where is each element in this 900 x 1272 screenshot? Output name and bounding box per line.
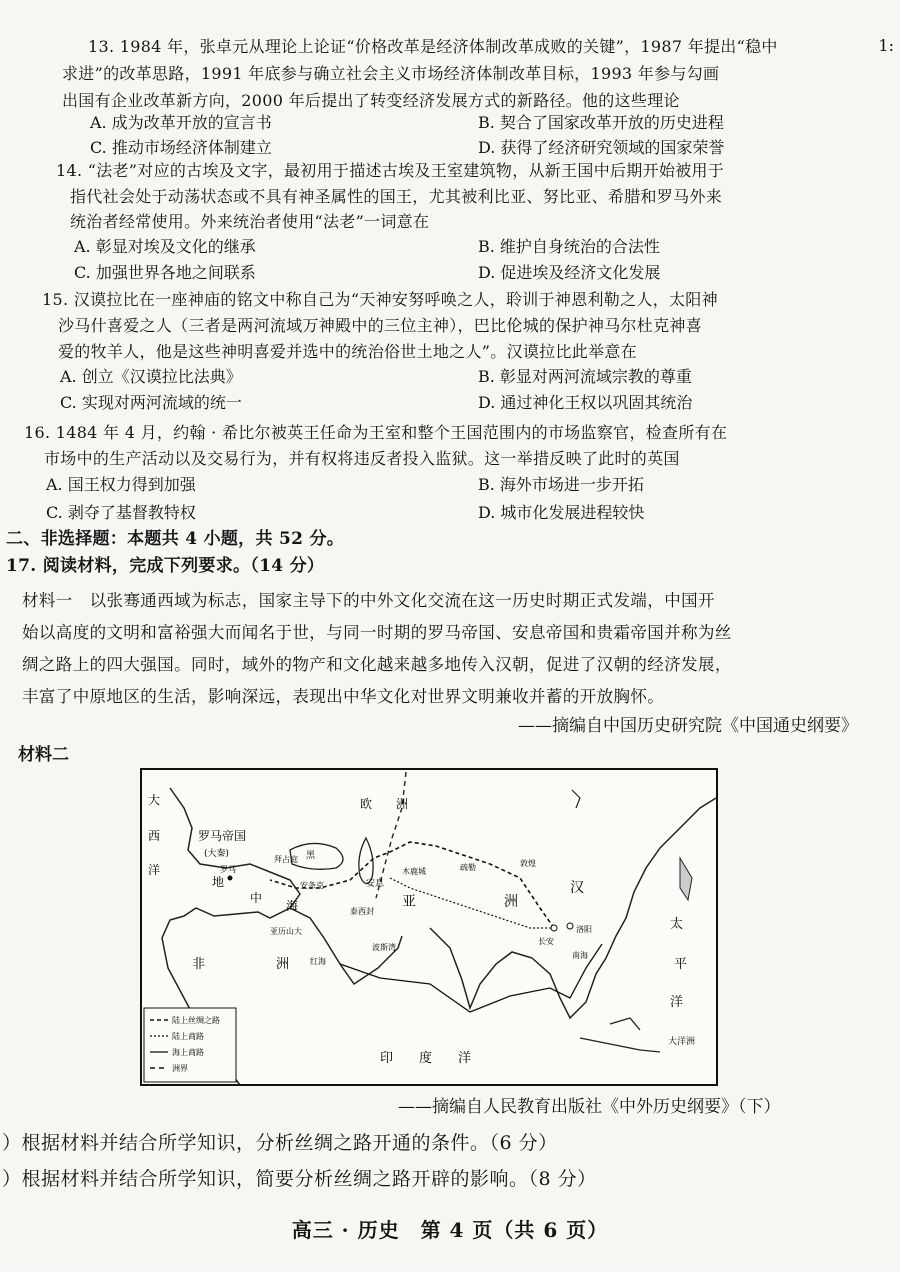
q15-line-1: 15. 汉谟拉比在一座神庙的铭文中称自己为“天神安努呼唤之人，聆训于神恩利勒之人，太阳神 (42, 290, 718, 309)
q17-sub-question-2: ）根据材料并结合所学知识，简要分析丝绸之路开辟的影响。（8 分） (2, 1168, 597, 1190)
section-heading: 二、非选择题：本题共 4 小题，共 52 分。 (6, 529, 345, 549)
label-alexandria: 亚历山大 (270, 927, 302, 936)
label-europe: 欧 洲 (360, 797, 409, 811)
city-rome (228, 876, 233, 881)
q14-line-1: 14. “法老”对应的古埃及文字，最初用于描述古埃及王室建筑物，从新王国中后期开始被用于 (56, 161, 725, 180)
label-rome-city: 罗马 (220, 865, 236, 874)
q15-line-2: 沙马什喜爱之人（三者是两河流域万神殿中的三位主神），巴比伦城的保护神马尔杜克神喜 (58, 316, 703, 335)
label-ctesiphon: 泰西封 (350, 907, 374, 916)
city-luoyang (567, 923, 573, 929)
q14-option-c[interactable]: C. 加强世界各地之间联系 (74, 263, 256, 282)
label-atlantic-3: 洋 (148, 863, 161, 877)
label-merv: 木鹿城 (402, 867, 426, 876)
q17-title: 17. 阅读材料，完成下列要求。（14 分） (6, 556, 325, 576)
label-daqin: (大秦) (204, 849, 230, 859)
label-antioch: 安条克 (300, 881, 324, 890)
label-mediterranean-3: 海 (286, 899, 299, 913)
label-changan: 长安 (538, 937, 554, 946)
label-atlantic-1: 大 (148, 793, 161, 807)
q17-sub-question-1: ）根据材料并结合所学知识，分析丝绸之路开通的条件。（6 分） (2, 1132, 558, 1154)
material1-source: ——摘编自中国历史研究院《中国通史纲要》 (518, 716, 858, 736)
label-south-sea: 南海 (572, 951, 588, 960)
label-oceania: 大洋洲 (668, 1037, 696, 1047)
material2-label: 材料二 (18, 745, 69, 765)
label-roman-empire: 罗马帝国 (198, 829, 247, 843)
q16-line-2: 市场中的生产活动以及交易行为，并有权将违反者投入监狱。这一举措反映了此时的英国 (44, 449, 680, 468)
label-pacific-1: 太 (670, 917, 684, 932)
label-pacific-2: 平 (674, 957, 688, 972)
q14-line-3: 统治者经常使用。外来统治者使用“法老”一词意在 (70, 212, 430, 231)
legend-sea-trade-route: 海上商路 (172, 1048, 204, 1057)
label-pacific-3: 洋 (670, 995, 684, 1010)
label-indian-ocean: 印 度 洋 (380, 1051, 472, 1066)
q16-option-a[interactable]: A. 国王权力得到加强 (46, 475, 196, 494)
label-asia-1: 亚 (402, 894, 416, 910)
material1-line-2: 始以高度的文明和富裕强大而闻名于世，与同一时期的罗马帝国、安息帝国和贵霜帝国并称为丝 (22, 623, 732, 642)
q13-option-a[interactable]: A. 成为改革开放的宣言书 (90, 113, 272, 132)
label-black-sea: 黑 (306, 851, 316, 861)
q13-line-3: 出国有企业改革新方向，2000 年后提出了转变经济发展方式的新路径。他的这些理论 (62, 91, 680, 110)
material1-line-4: 丰富了中原地区的生活，影响深远，表现出中华文化对世界文明兼收并蓄的开放胸怀。 (22, 687, 665, 706)
material2-source: ——摘编自人民教育出版社《中外历史纲要》（下） (398, 1097, 781, 1117)
q13-option-d[interactable]: D. 获得了经济研究领域的国家荣誉 (478, 138, 725, 157)
legend-continent-border: 洲界 (172, 1064, 188, 1073)
label-asia-2: 洲 (504, 894, 518, 910)
material1-line-3: 绸之路上的四大强国。同时，域外的物产和文化越来越多地传入汉朝，促进了汉朝的经济发展， (22, 655, 732, 674)
label-luoyang: 洛阳 (576, 925, 592, 934)
q13-line-1: 13. 1984 年，张卓元从理论上论证“价格改革是经济体制改革成败的关键”，1987 年提出“稳中 (88, 37, 778, 56)
q15-option-a[interactable]: A. 创立《汉谟拉比法典》 (60, 367, 242, 386)
q14-line-2: 指代社会处于动荡状态或不具有神圣属性的国王，尤其被利比亚、努比亚、希腊和罗马外来 (70, 187, 723, 206)
q14-option-b[interactable]: B. 维护自身统治的合法性 (478, 237, 660, 256)
q15-option-b[interactable]: B. 彰显对两河流域宗教的尊重 (478, 367, 692, 386)
legend-land-trade-route: 陆上商路 (172, 1032, 204, 1041)
label-kashgar: 疏勒 (460, 863, 476, 872)
label-dunhuang: 敦煌 (520, 859, 536, 868)
silk-road-map (140, 768, 718, 1086)
label-atlantic-2: 西 (148, 829, 161, 843)
q15-line-3: 爱的牧羊人，他是这些神明喜爱并选中的统治俗世土地之人”。汉谟拉比此举意在 (58, 342, 637, 361)
label-red-sea: 红海 (310, 957, 326, 966)
q16-option-d[interactable]: D. 城市化发展进程较快 (478, 503, 645, 522)
q13-line-2: 求进”的改革思路，1991 年底参与确立社会主义市场经济体制改革目标，1993 年参与勾画 (62, 64, 720, 83)
map-legend (144, 1008, 236, 1082)
q15-option-d[interactable]: D. 通过神化王权以巩固其统治 (478, 393, 693, 412)
city-changan (551, 925, 557, 931)
q14-option-d[interactable]: D. 促进埃及经济文化发展 (478, 263, 661, 282)
label-parthia: 安息 (366, 879, 385, 889)
q16-line-1: 16. 1484 年 4 月，约翰 · 希比尔被英王任命为王室和整个王国范围内的市场监察官，检查所有在 (24, 423, 728, 442)
label-byzantium: 拜占庭 (274, 855, 298, 864)
q13-option-b[interactable]: B. 契合了国家改革开放的历史进程 (478, 113, 724, 132)
page-footer: 高三 · 历史 第 4 页（共 6 页） (291, 1218, 609, 1242)
material1-line-1: 材料一 以张骞通西域为标志，国家主导下的中外文化交流在这一历史时期正式发端，中国开 (22, 591, 715, 610)
label-africa-2: 洲 (276, 957, 290, 972)
page-corner-mark: 1: (878, 36, 894, 55)
legend-land-silk-road: 陆上丝绸之路 (172, 1016, 220, 1025)
label-persian-gulf: 波斯湾 (372, 943, 396, 952)
label-mediterranean-1: 地 (212, 875, 225, 889)
q14-option-a[interactable]: A. 彰显对埃及文化的继承 (74, 237, 256, 256)
label-han: 汉 (570, 880, 584, 896)
q15-option-c[interactable]: C. 实现对两河流域的统一 (60, 393, 242, 412)
q13-option-c[interactable]: C. 推动市场经济体制建立 (90, 138, 272, 157)
q16-option-b[interactable]: B. 海外市场进一步开拓 (478, 475, 644, 494)
label-africa-1: 非 (192, 957, 206, 972)
label-mediterranean-2: 中 (250, 891, 263, 905)
q16-option-c[interactable]: C. 剥夺了基督教特权 (46, 503, 196, 522)
